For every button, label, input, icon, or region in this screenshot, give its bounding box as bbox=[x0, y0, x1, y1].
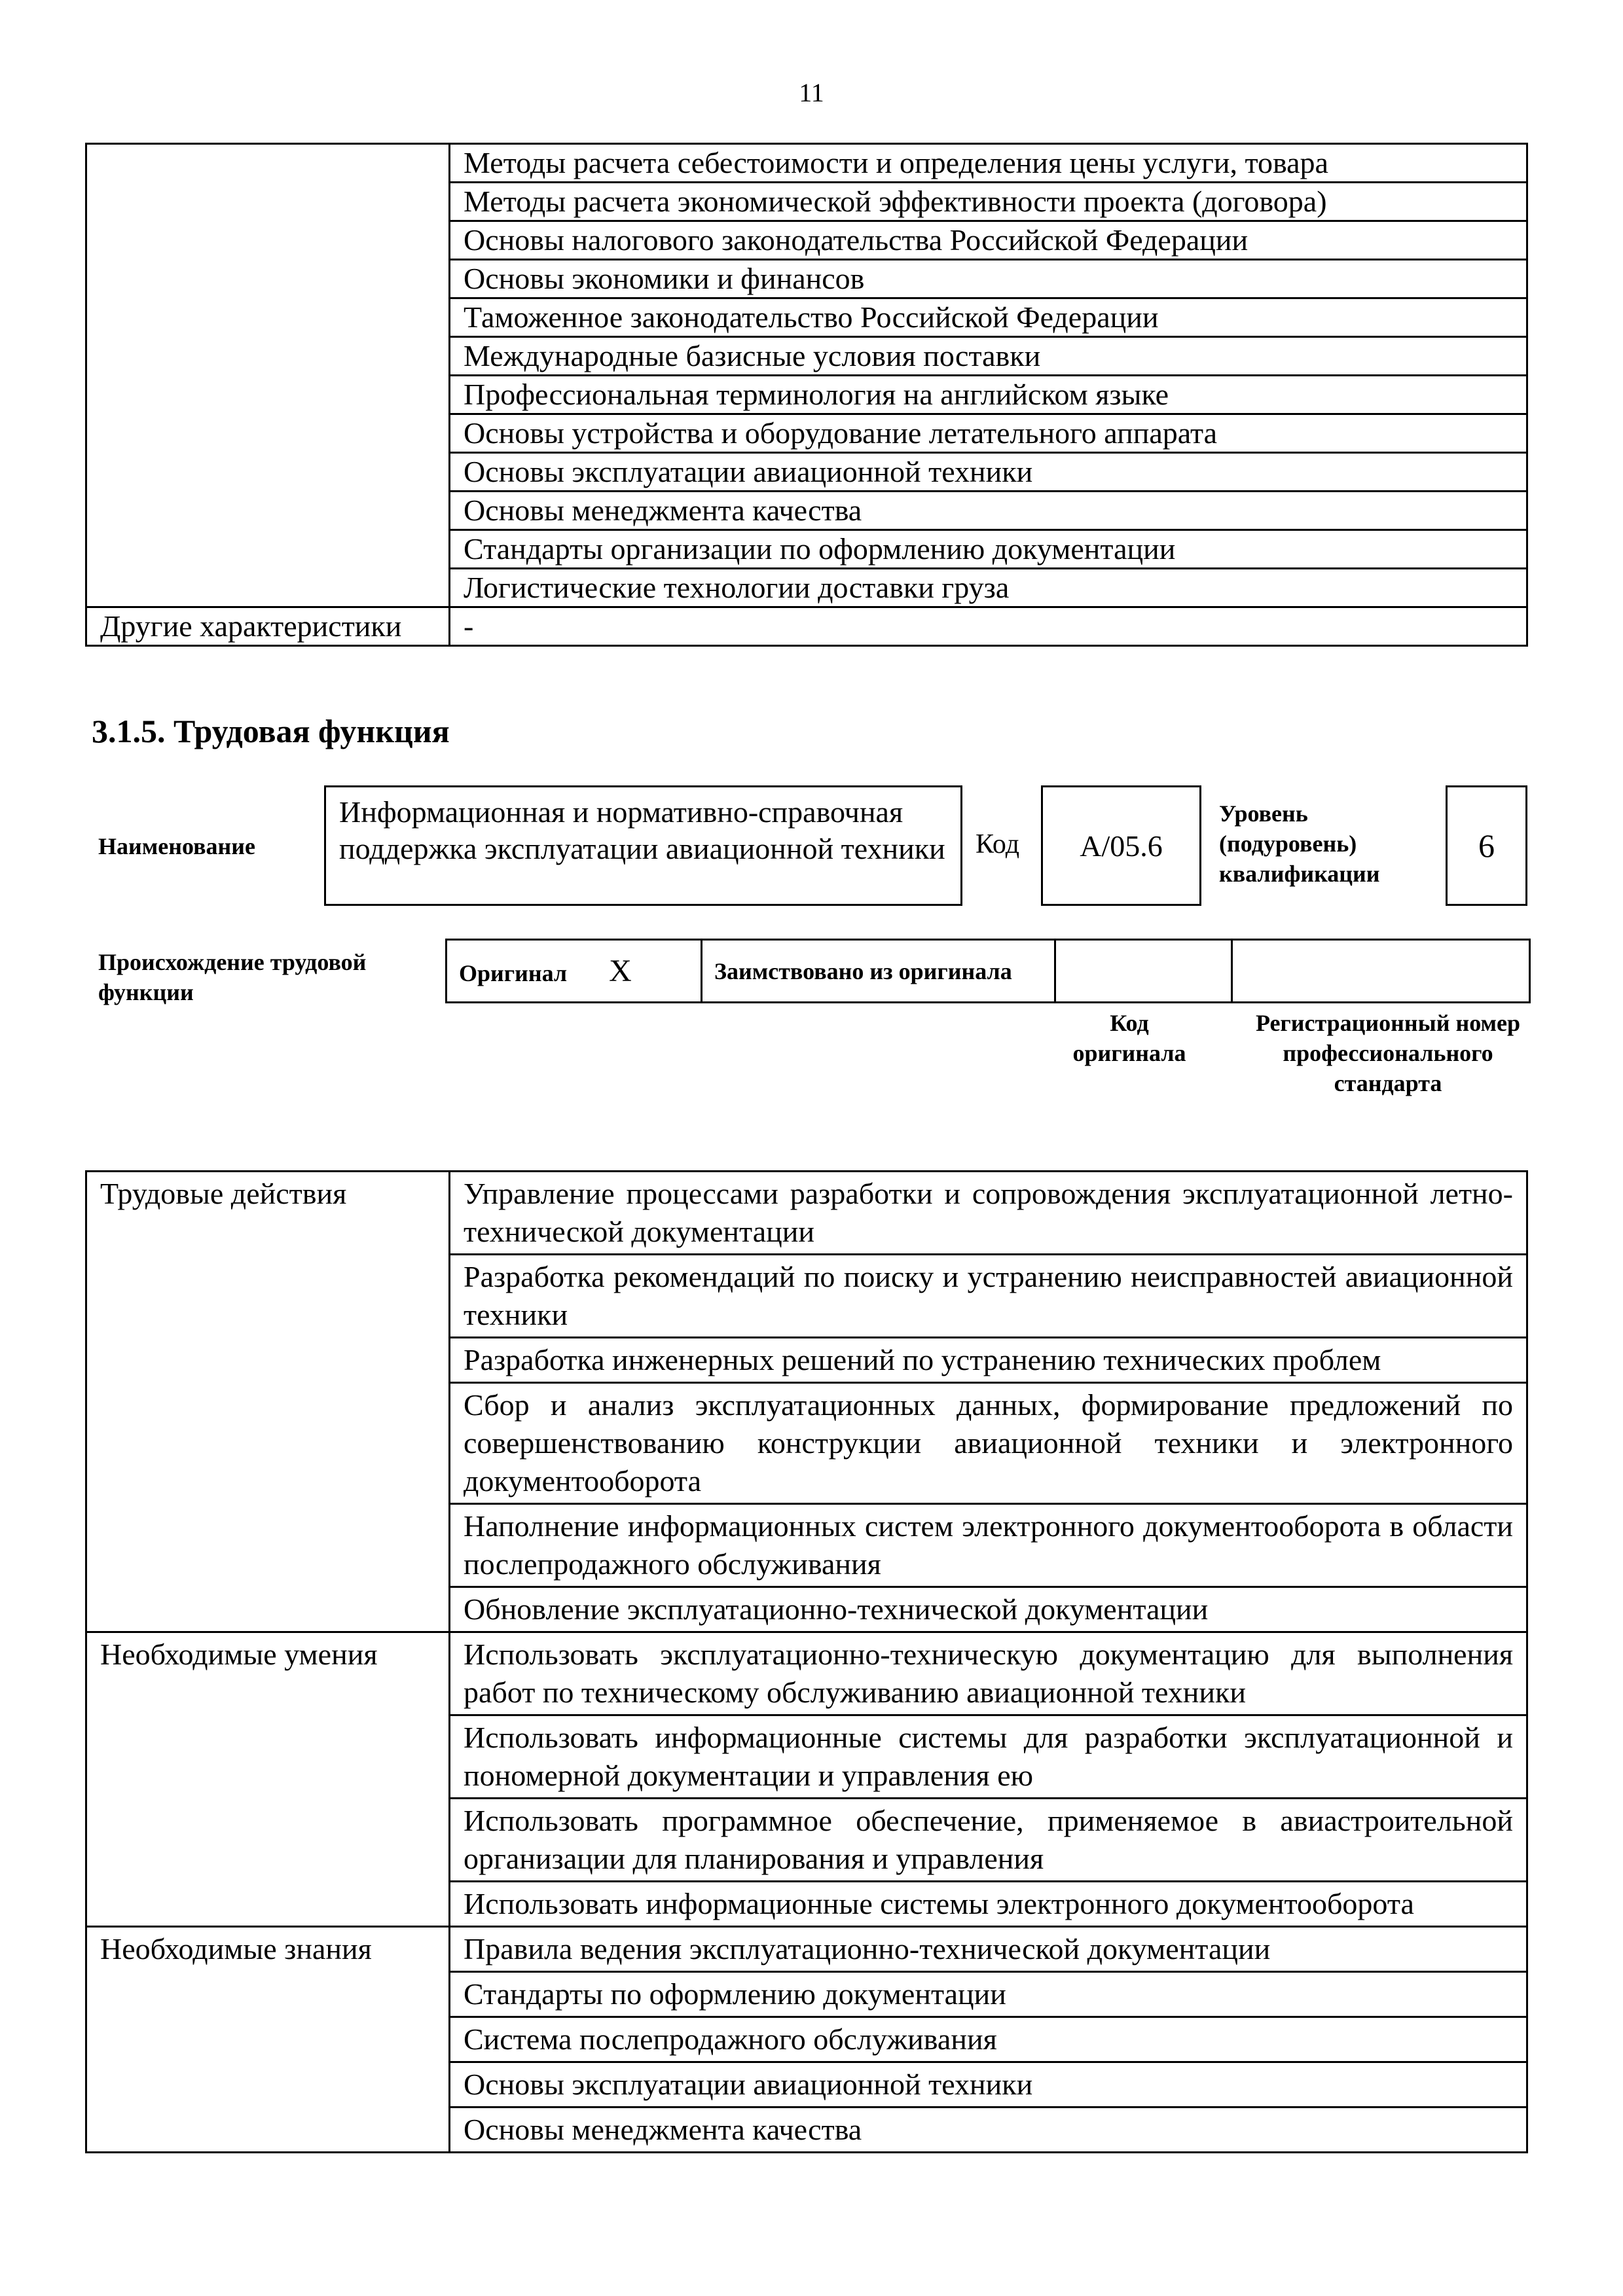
table-row: Использовать информационные системы электронного документооборота bbox=[450, 1882, 1527, 1927]
table-row: Сбор и анализ эксплуатационных данных, формирование предложений по совершенствованию конструкции авиационной техники и электронного документооборота bbox=[450, 1383, 1527, 1504]
level-label: Уровень (подуровень) квалификации bbox=[1219, 800, 1380, 887]
function-code-box: A/05.6 bbox=[1041, 785, 1201, 906]
table-row: Основы эксплуатации авиационной техники bbox=[450, 453, 1527, 492]
table-row: Управление процессами разработки и сопровождения эксплуатационной летно-технической документации bbox=[450, 1172, 1527, 1255]
other-characteristics-value: - bbox=[450, 607, 1527, 646]
original-label: Оригинал bbox=[459, 960, 568, 986]
table-row: Международные базисные условия поставки bbox=[450, 337, 1527, 376]
actions-label: Трудовые действия bbox=[86, 1172, 450, 1632]
origin-label: Происхождение трудовой функции bbox=[98, 949, 367, 1005]
table-row: Использовать информационные системы для разработки эксплуатационной и пономерной документации и управления ею bbox=[450, 1715, 1527, 1799]
table-row: Основы экономики и финансов bbox=[450, 260, 1527, 298]
table-row: Стандарты организации по оформлению документации bbox=[450, 530, 1527, 569]
table-row: Методы расчета экономической эффективности проекта (договора) bbox=[450, 183, 1527, 221]
knowledge-continued-table bbox=[85, 143, 1528, 647]
function-table bbox=[85, 1170, 1528, 2153]
empty-label-cell bbox=[86, 144, 450, 607]
skills-label: Необходимые умения bbox=[86, 1632, 450, 1927]
table-row: Система послепродажного обслуживания bbox=[450, 2017, 1527, 2062]
original-mark: X bbox=[609, 954, 632, 988]
table-row: Использовать эксплуатационно-техническую документацию для выполнения работ по техническому обслуживанию авиационной техники bbox=[450, 1632, 1527, 1715]
borrowed-label: Заимствовано из оригинала bbox=[714, 958, 1012, 984]
registration-number-caption: Регистрационный номер профессионального стандарта bbox=[1255, 1010, 1521, 1096]
name-label: Наименование bbox=[98, 833, 255, 859]
registration-number-cell bbox=[1232, 940, 1530, 1003]
table-row: Разработка инженерных решений по устранению технических проблем bbox=[450, 1338, 1527, 1383]
table-row: Разработка рекомендаций по поиску и устранению неисправностей авиационной техники bbox=[450, 1255, 1527, 1338]
other-characteristics-label: Другие характеристики bbox=[86, 607, 450, 646]
knowledge-label: Необходимые знания bbox=[86, 1927, 450, 2153]
table-row: Основы налогового законодательства Российской Федерации bbox=[450, 221, 1527, 260]
table-row: Основы эксплуатации авиационной техники bbox=[450, 2062, 1527, 2108]
original-code-cell bbox=[1055, 940, 1232, 1003]
table-row: Основы устройства и оборудование летательного аппарата bbox=[450, 414, 1527, 453]
original-code-caption: Код оригинала bbox=[1072, 1010, 1186, 1066]
table-row: Профессиональная терминология на английском языке bbox=[450, 376, 1527, 414]
level-box: 6 bbox=[1446, 785, 1527, 906]
borrowed-cell bbox=[702, 940, 1055, 1003]
table-row: Правила ведения эксплуатационно-технической документации bbox=[450, 1927, 1527, 1972]
origin-table bbox=[445, 939, 1531, 1003]
section-title: 3.1.5. Трудовая функция bbox=[92, 713, 450, 749]
table-row: Обновление эксплуатационно-технической документации bbox=[450, 1587, 1527, 1632]
table-row: Использовать программное обеспечение, применяемое в авиастроительной организации для планирования и управления bbox=[450, 1799, 1527, 1882]
table-row: Наполнение информационных систем электронного документооборота в области послепродажного обслуживания bbox=[450, 1504, 1527, 1587]
table-row: Основы менеджмента качества bbox=[450, 492, 1527, 530]
function-name-box: Информационная и нормативно-справочная поддержка эксплуатации авиационной техники bbox=[324, 785, 962, 906]
page-number: 11 bbox=[799, 78, 824, 107]
table-row: Методы расчета себестоимости и определения цены услуги, товара bbox=[450, 144, 1527, 183]
table-row: Основы менеджмента качества bbox=[450, 2108, 1527, 2153]
table-row: Стандарты по оформлению документации bbox=[450, 1972, 1527, 2017]
table-row: Таможенное законодательство Российской Федерации bbox=[450, 298, 1527, 337]
table-row: Логистические технологии доставки груза bbox=[450, 569, 1527, 607]
code-label: Код bbox=[976, 829, 1020, 859]
original-cell bbox=[447, 940, 702, 1003]
